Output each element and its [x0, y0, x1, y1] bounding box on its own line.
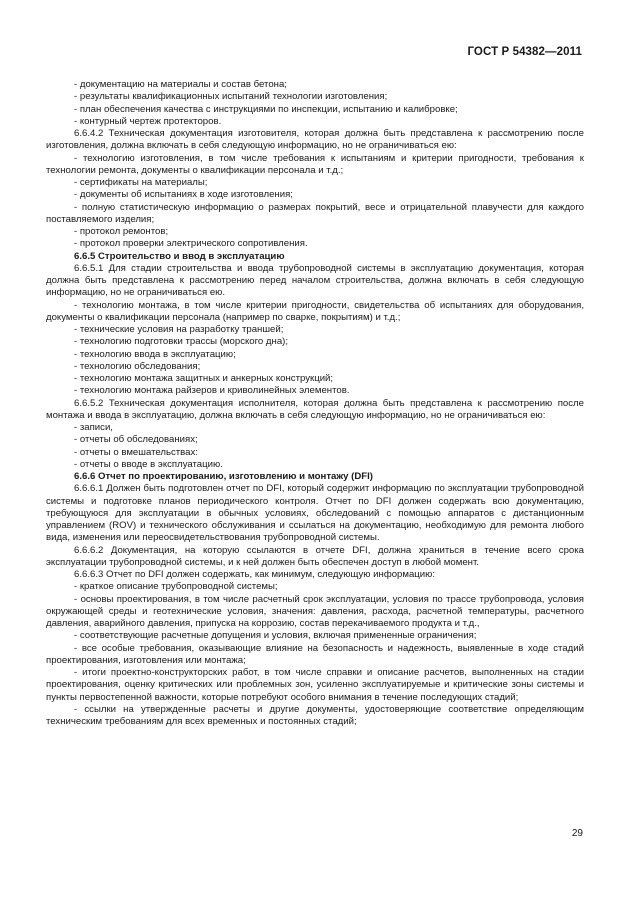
list-item: - основы проектирования, в том числе расчетный срок эксплуатации, условия по трассе трубопровода, условия окружающей среды и геотехнические условия, значения: давления, расхода, расчетной температуры, расчетного давления, аварийного давления, припуска на коррозию, состав перекачиваемого продукта и т.д., [46, 593, 584, 629]
list-item: - все особые требования, оказывающие влияние на безопасность и надежность, выявленные в ходе стадий проектирования, изготовления или монтажа; [46, 642, 584, 666]
paragraph-6-6-5-1: 6.6.5.1 Для стадии строительства и ввода трубопроводной системы в эксплуатацию документация, которая должна быть представлена к рассмотрению перед началом строительства, должна включать в себя следующую информацию, но не ограничиваться ею. [46, 262, 584, 299]
section-heading-6-6-5: 6.6.5 Строительство и ввод в эксплуатацию [74, 250, 285, 262]
paragraph-6-6-6-1: 6.6.6.1 Должен быть подготовлен отчет по DFI, который содержит информацию по эксплуатации трубопроводной системы и подготовке планов периодического контроля. Отчет по DFI должен содержать всю документацию, требующуюся для эксплуатации в обычных условиях, обследований с помощью аппаратов с дистанционным управлением (ROV) и технического обслуживания и ссылаться на документацию, необходимую для ремонта любого вида, изменения или переосвидетельствования трубопроводной системы. [46, 483, 584, 544]
document-body [46, 79, 584, 728]
list-item: - технологию монтажа райзеров и криволинейных элементов. [74, 385, 350, 397]
list-item: - документацию на материалы и состав бетона; [74, 79, 287, 90]
list-item: - полную статистическую информацию о размерах покрытий, весе и отрицательной плавучести для каждого поставляемого изделия; [46, 201, 584, 225]
list-item: - итоги проектно-конструкторских работ, в том числе справки и описание расчетов, выполненных на стадии проектирования, оценку критических или проблемных зон, усиленно эксплуатируемые и критические зоны системы и пункты первостепенной важности, которые потребуют особого внимания в течение последующих стадий; [46, 667, 584, 703]
list-item: - контурный чертеж протекторов. [74, 115, 222, 127]
section-heading-6-6-6: 6.6.6 Отчет по проектированию, изготовлению и монтажу (DFI) [74, 471, 374, 482]
list-item: - технологию монтажа, в том числе критерии пригодности, свидетельства об испытаниях для оборудования, документы о квалификации персонала (например по сварке, покрытиям) и т.д.; [46, 299, 584, 323]
standard-designation: ГОСТ Р 54382—2011 [467, 46, 582, 58]
list-item: - план обеспечения качества с инструкциями по инспекции, испытанию и калибровке; [74, 103, 458, 115]
list-item: - записи, [74, 422, 113, 433]
paragraph-6-6-5-2: 6.6.5.2 Техническая документация исполнителя, которая должна быть представлена к рассмотрению после монтажа и ввода в эксплуатацию, должна включать в себя следующую информацию, но не ограничиваться ею: [46, 397, 584, 421]
list-item: - документы об испытаниях в ходе изготовления; [74, 189, 293, 201]
paragraph-6-6-6-3: 6.6.6.3 Отчет по DFI должен содержать, как минимум, следующую информацию: [74, 569, 436, 580]
list-item: - отчеты о вводе в эксплуатацию. [74, 458, 223, 470]
paragraph-6-6-6-2: 6.6.6.2 Документация, на которую ссылаются в отчете DFI, должна храниться в течение всего срока эксплуатации трубопроводной системы, и к ней должен быть обеспечен доступ в любой момент. [46, 544, 584, 568]
list-item: - технологию монтажа защитных и анкерных конструкций; [74, 373, 334, 384]
list-item: - технологию подготовки трассы (морского дна); [74, 336, 289, 348]
list-item: - технологию обследования; [74, 360, 201, 372]
list-item: - ссылки на утвержденные расчеты и другие документы, удостоверяющие соответствие определяющим техническим требованиям для всех временных и постоянных стадий; [46, 703, 584, 727]
list-item: - технологию изготовления, в том числе требования к испытаниям и критерии пригодности, требования к технологии ремонта, документы о квалификации персонала и т.д.; [46, 152, 584, 176]
list-item: - сертификаты на материалы; [74, 177, 208, 188]
list-item: - краткое описание трубопроводной системы; [74, 581, 278, 593]
list-item: - соответствующие расчетные допущения и условия, включая примененные ограничения; [74, 630, 477, 642]
list-item: - отчеты о вмешательствах: [74, 446, 198, 458]
list-item: - протокол проверки электрического сопротивления. [74, 238, 308, 250]
list-item: - результаты квалификационных испытаний технологии изготовления; [74, 91, 388, 103]
list-item: - технологию ввода в эксплуатацию; [74, 348, 236, 360]
list-item: - технические условия на разработку траншей; [74, 324, 284, 335]
list-item: - протокол ремонтов; [74, 226, 169, 237]
page-number: 29 [571, 828, 583, 839]
paragraph-6-6-4-2: 6.6.4.2 Техническая документация изготовителя, которая должна быть представлена к рассмотрению после изготовления, должна включать в себя следующую информацию, но не ограничиваться ею: [46, 128, 584, 152]
list-item: - отчеты об обследованиях; [74, 434, 198, 446]
